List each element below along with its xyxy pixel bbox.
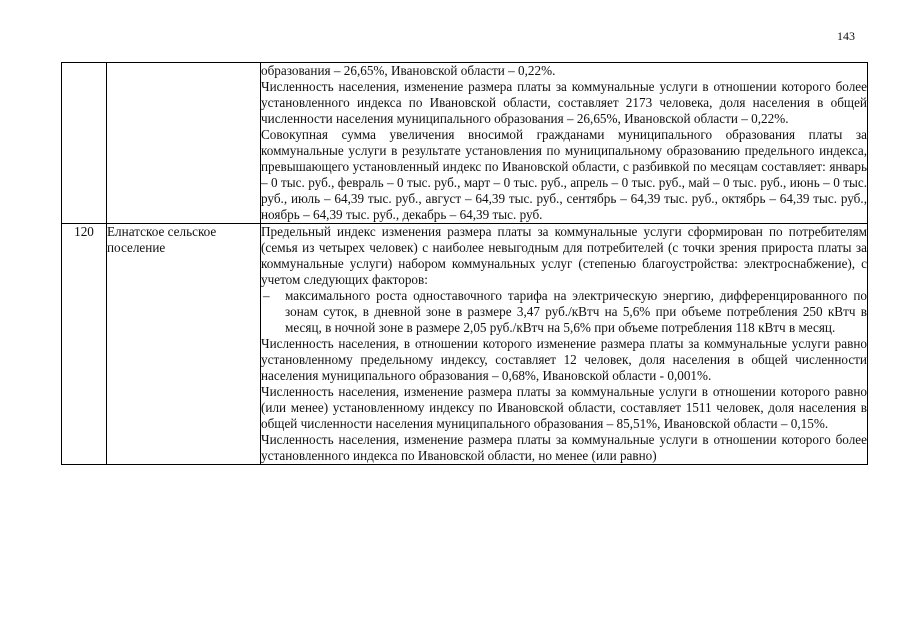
paragraph: Численность населения, в отношении которого изменение размера платы за коммунальные услуги равно установленному предельному индексу, составляет 12 человек, доля населения в общей численности населения муниципального образования – 0,68%, Ивановской области - 0,001%. [261,336,867,383]
paragraph: Численность населения, изменение размера платы за коммунальные услуги в отношении которого более установленного индекса по Ивановской области, составляет 2173 человека, доля населения в общей численности населения муниципального образования – 26,65%, Ивановской области – 0,22%. [261,79,867,126]
description-cell [261,63,868,224]
paragraph: Численность населения, изменение размера платы за коммунальные услуги в отношении которого более установленного индекса по Ивановской области, но менее (или равно) [261,432,867,463]
row-number-cell [62,63,107,224]
table-row [62,63,868,224]
description-cell [261,224,868,465]
paragraph: Совокупная сумма увеличения вносимой гражданами муниципального образования платы за коммунальные услуги в результате установления по муниципальному образованию предельного индекса, превышающего установленный индекс по Ивановской области, с разбивкой по месяцам составляет: январь – 0 тыс. руб., февраль – 0 тыс. руб., март – 0 тыс. руб., апрель – 0 тыс. руб., май – 0 тыс. руб., июнь – 0 тыс. руб., июль – 64,39 тыс. руб., август – 64,39 тыс. руб., сентябрь – 64,39 тыс. руб., октябрь – 64,39 тыс. руб., ноябрь – 64,39 тыс. руб., декабрь – 64,39 тыс. руб. [261,127,867,222]
municipality-name-cell: Елнатское сельское поселение [107,224,261,465]
table-row [62,224,868,465]
factor-list [261,288,867,336]
paragraph: Численность населения, изменение размера платы за коммунальные услуги в отношении которого равно (или менее) установленному индексу по Ивановской области, составляет 1511 человек, доля населения в общей численности населения муниципального образования – 85,51%, Ивановской области – 0,15%. [261,384,867,431]
municipality-name-cell [107,63,261,224]
dash-marker: – [263,288,270,303]
paragraph: образования – 26,65%, Ивановской области – 0,22%. [261,63,556,78]
row-number-cell: 120 [62,224,107,465]
municipal-index-table [61,62,868,465]
intro-paragraph: Предельный индекс изменения размера платы за коммунальные услуги сформирован по потребителям (семья из четырех человек) с наиболее невыгодным для потребителей (с точки зрения прироста платы за коммунальные услуги) набором коммунальных услуг (степенью благоустройства: электроснабжение), с учетом следующих факторов: [261,224,867,287]
factor-item [261,288,867,336]
factor-text: максимального роста одноставочного тарифа на электрическую энергию, дифференцированного по зонам суток, в дневной зоне в размере 3,47 руб./кВтч на 5,6% при объеме потребления 250 кВтч в месяц, в ночной зоне в размере 2,05 руб./кВтч на 5,6% при объеме потребления 118 кВтч в месяц. [285,288,867,335]
page-number: 143 [837,29,855,43]
